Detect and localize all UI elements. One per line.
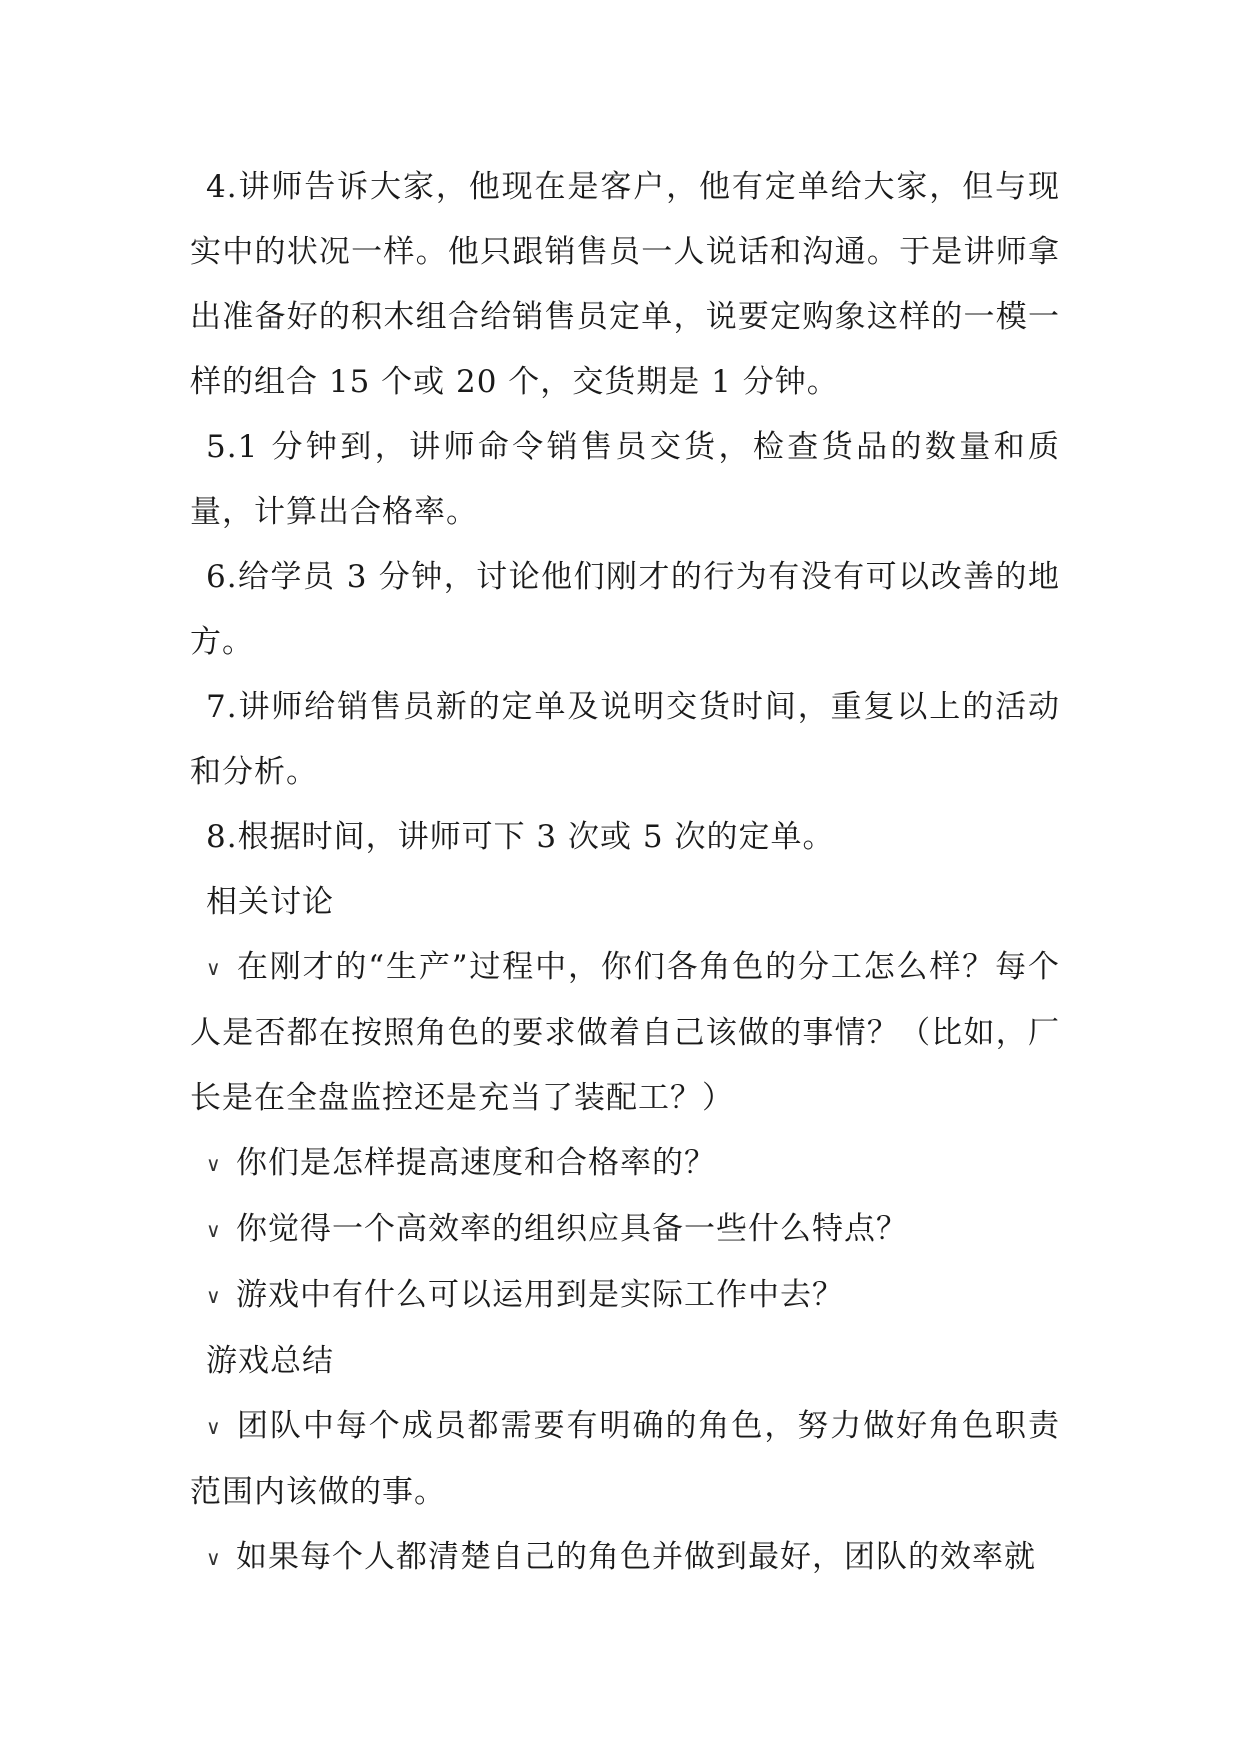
discussion-item bbox=[190, 1263, 1060, 1329]
checkmark-icon: ∨ bbox=[206, 1152, 222, 1176]
step-7-paragraph: 7.讲师给销售员新的定单及说明交货时间，重复以上的活动和分析。 bbox=[190, 689, 1060, 790]
step-6-paragraph: 6.给学员 3 分钟，讨论他们刚才的行为有没有可以改善的地方。 bbox=[190, 559, 1060, 660]
discussion-item-text: 游戏中有什么可以运用到是实际工作中去？ bbox=[236, 1277, 844, 1313]
summary-item bbox=[190, 1394, 1060, 1525]
discussion-item bbox=[190, 1131, 1060, 1197]
step-8-paragraph: 8.根据时间，讲师可下 3 次或 5 次的定单。 bbox=[206, 819, 835, 855]
checkmark-icon: ∨ bbox=[206, 1546, 222, 1570]
discussion-item-text: 你觉得一个高效率的组织应具备一些什么特点？ bbox=[236, 1211, 908, 1247]
step-4-paragraph: 4.讲师告诉大家，他现在是客户，他有定单给大家，但与现实中的状况一样。他只跟销售员一人说话和沟通。于是讲师拿出准备好的积木组合给销售员定单，说要定购象这样的一模一样的组合 15 个或 20 个，交货期是 1 分钟。 bbox=[190, 169, 1060, 400]
discussion-item bbox=[190, 935, 1060, 1131]
discussion-item-text: 你们是怎样提高速度和合格率的？ bbox=[236, 1145, 716, 1181]
discussion-item-text: 在刚才的“生产”过程中，你们各角色的分工怎么样？每个人是否都在按照角色的要求做着自己该做的事情？（比如，厂长是在全盘监控还是充当了装配工？） bbox=[190, 949, 1060, 1116]
discussion-heading: 相关讨论 bbox=[206, 884, 334, 920]
summary-item-text: 如果每个人都清楚自己的角色并做到最好，团队的效率就 bbox=[236, 1539, 1036, 1575]
summary-item bbox=[190, 1525, 1060, 1591]
step-5-paragraph: 5.1 分钟到，讲师命令销售员交货，检查货品的数量和质量，计算出合格率。 bbox=[190, 429, 1060, 530]
summary-heading: 游戏总结 bbox=[206, 1343, 334, 1379]
checkmark-icon: ∨ bbox=[206, 1415, 222, 1439]
checkmark-icon: ∨ bbox=[206, 956, 222, 980]
discussion-item bbox=[190, 1197, 1060, 1263]
checkmark-icon: ∨ bbox=[206, 1284, 222, 1308]
checkmark-icon: ∨ bbox=[206, 1218, 222, 1242]
document-page bbox=[190, 155, 1060, 1591]
summary-item-text: 团队中每个成员都需要有明确的角色，努力做好角色职责范围内该做的事。 bbox=[190, 1408, 1060, 1510]
